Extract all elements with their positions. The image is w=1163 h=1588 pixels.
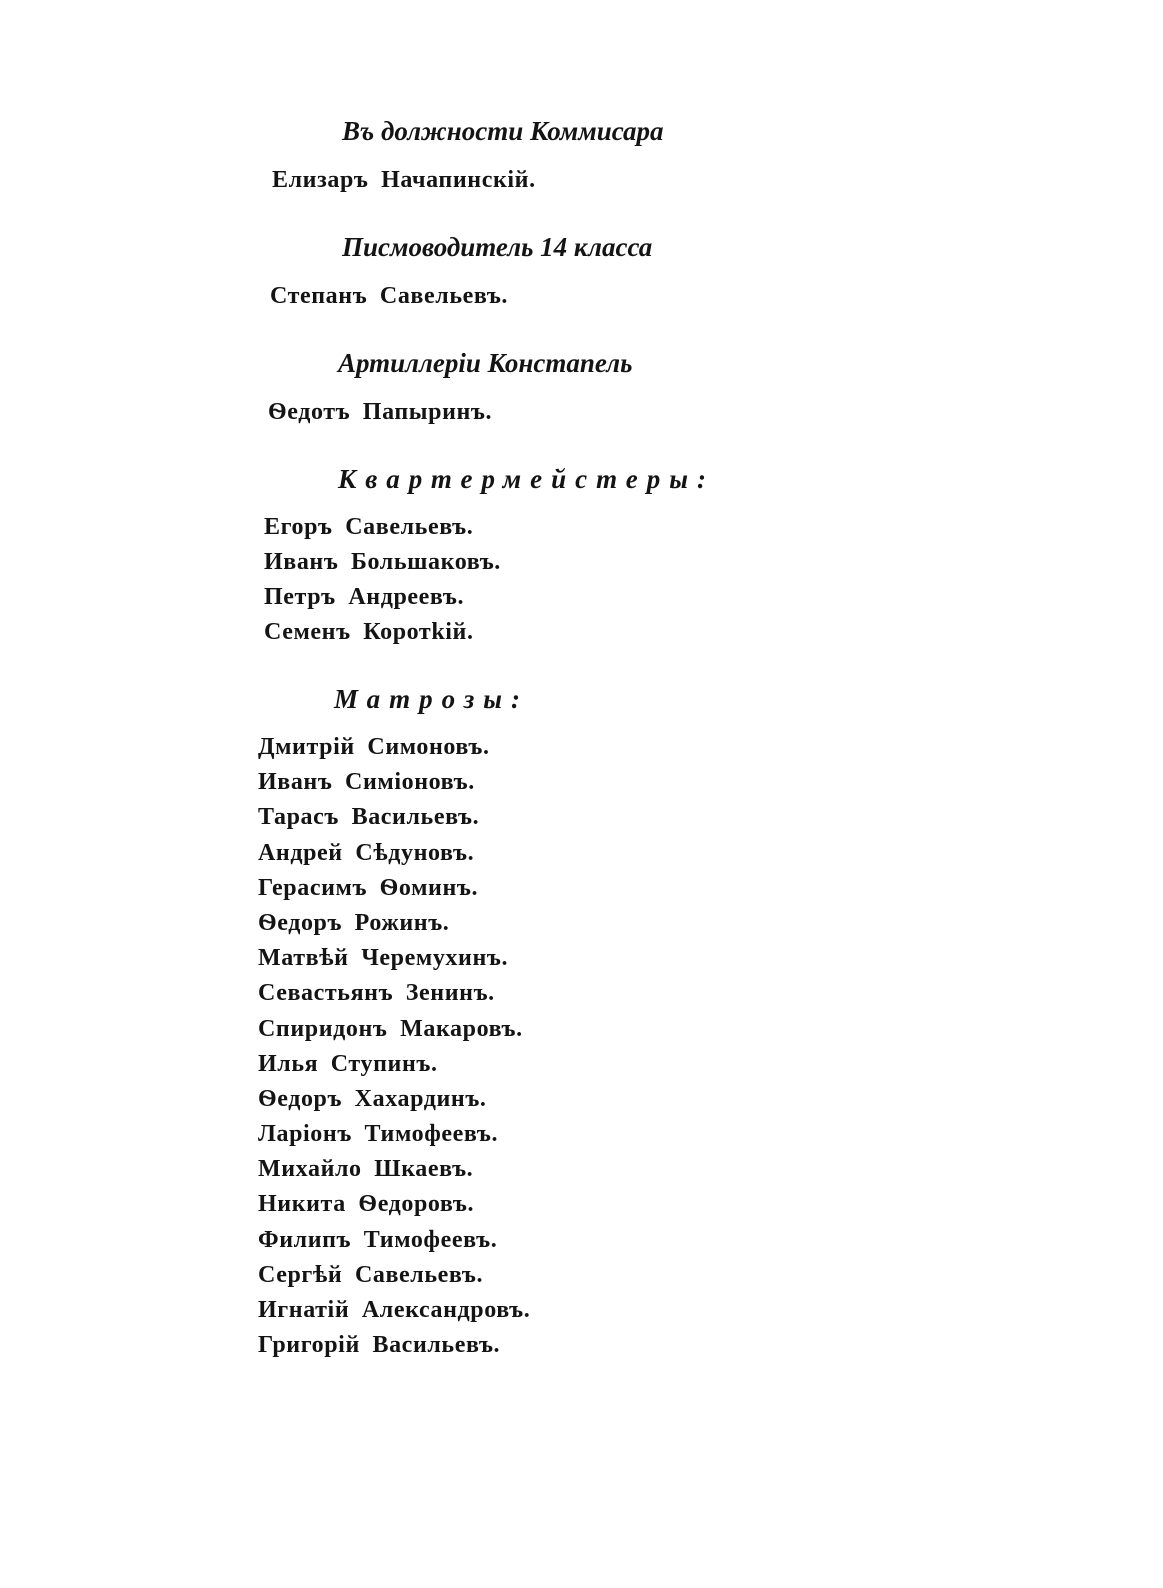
- list-item: Матвѣй Черемухинъ.: [258, 945, 509, 972]
- name-artillery-constable: Ѳедотъ Папыринъ.: [268, 399, 493, 425]
- list-item: Семенъ Коротkій.: [264, 619, 474, 645]
- list-item: Филипъ Тимофеевъ.: [258, 1226, 498, 1253]
- list-item: Дмитрій Симоновъ.: [258, 734, 490, 760]
- heading-artillery-constable: Артиллеріи Констапель: [338, 348, 633, 378]
- list-item: Михайло Шкаевъ.: [258, 1156, 474, 1183]
- list-item: Спиридонъ Макаровъ.: [258, 1015, 523, 1042]
- list-item: Игнатій Александровъ.: [258, 1297, 531, 1323]
- list-item: Илья Ступинъ.: [258, 1050, 438, 1077]
- list-item: Иванъ Большаковъ.: [264, 549, 501, 575]
- name-clerk: Степанъ Савельевъ.: [270, 283, 509, 309]
- quartermasters-list: [264, 510, 501, 650]
- list-item: Ѳедоръ Хахардинъ.: [258, 1085, 487, 1112]
- sailors-list: [258, 730, 530, 1363]
- list-item: Ѳедоръ Рожинъ.: [258, 909, 450, 936]
- heading-clerk: Писмоводитель 14 класса: [342, 232, 653, 262]
- heading-commissar: Въ должности Коммисара: [342, 116, 664, 146]
- list-item: Иванъ Симіоновъ.: [258, 769, 475, 796]
- heading-sailors: Матрозы:: [334, 684, 530, 714]
- list-item: Андрей Сѣдуновъ.: [258, 839, 475, 866]
- list-item: Герасимъ Ѳоминъ.: [258, 874, 479, 901]
- list-item: Ларіонъ Тимофеевъ.: [258, 1121, 499, 1148]
- list-item: Егоръ Савельевъ.: [264, 514, 474, 540]
- list-item: Григорій Васильевъ.: [258, 1332, 501, 1359]
- name-commissar: Елизаръ Начапинскій.: [272, 167, 536, 193]
- list-item: Севастьянъ Зенинъ.: [258, 980, 495, 1007]
- list-item: Сергѣй Савельевъ.: [258, 1261, 484, 1288]
- heading-quartermasters: Квартермейстеры:: [338, 464, 715, 494]
- list-item: Петръ Андреевъ.: [264, 584, 465, 610]
- list-item: Тарасъ Васильевъ.: [258, 804, 480, 831]
- list-item: Никита Ѳедоровъ.: [258, 1191, 475, 1218]
